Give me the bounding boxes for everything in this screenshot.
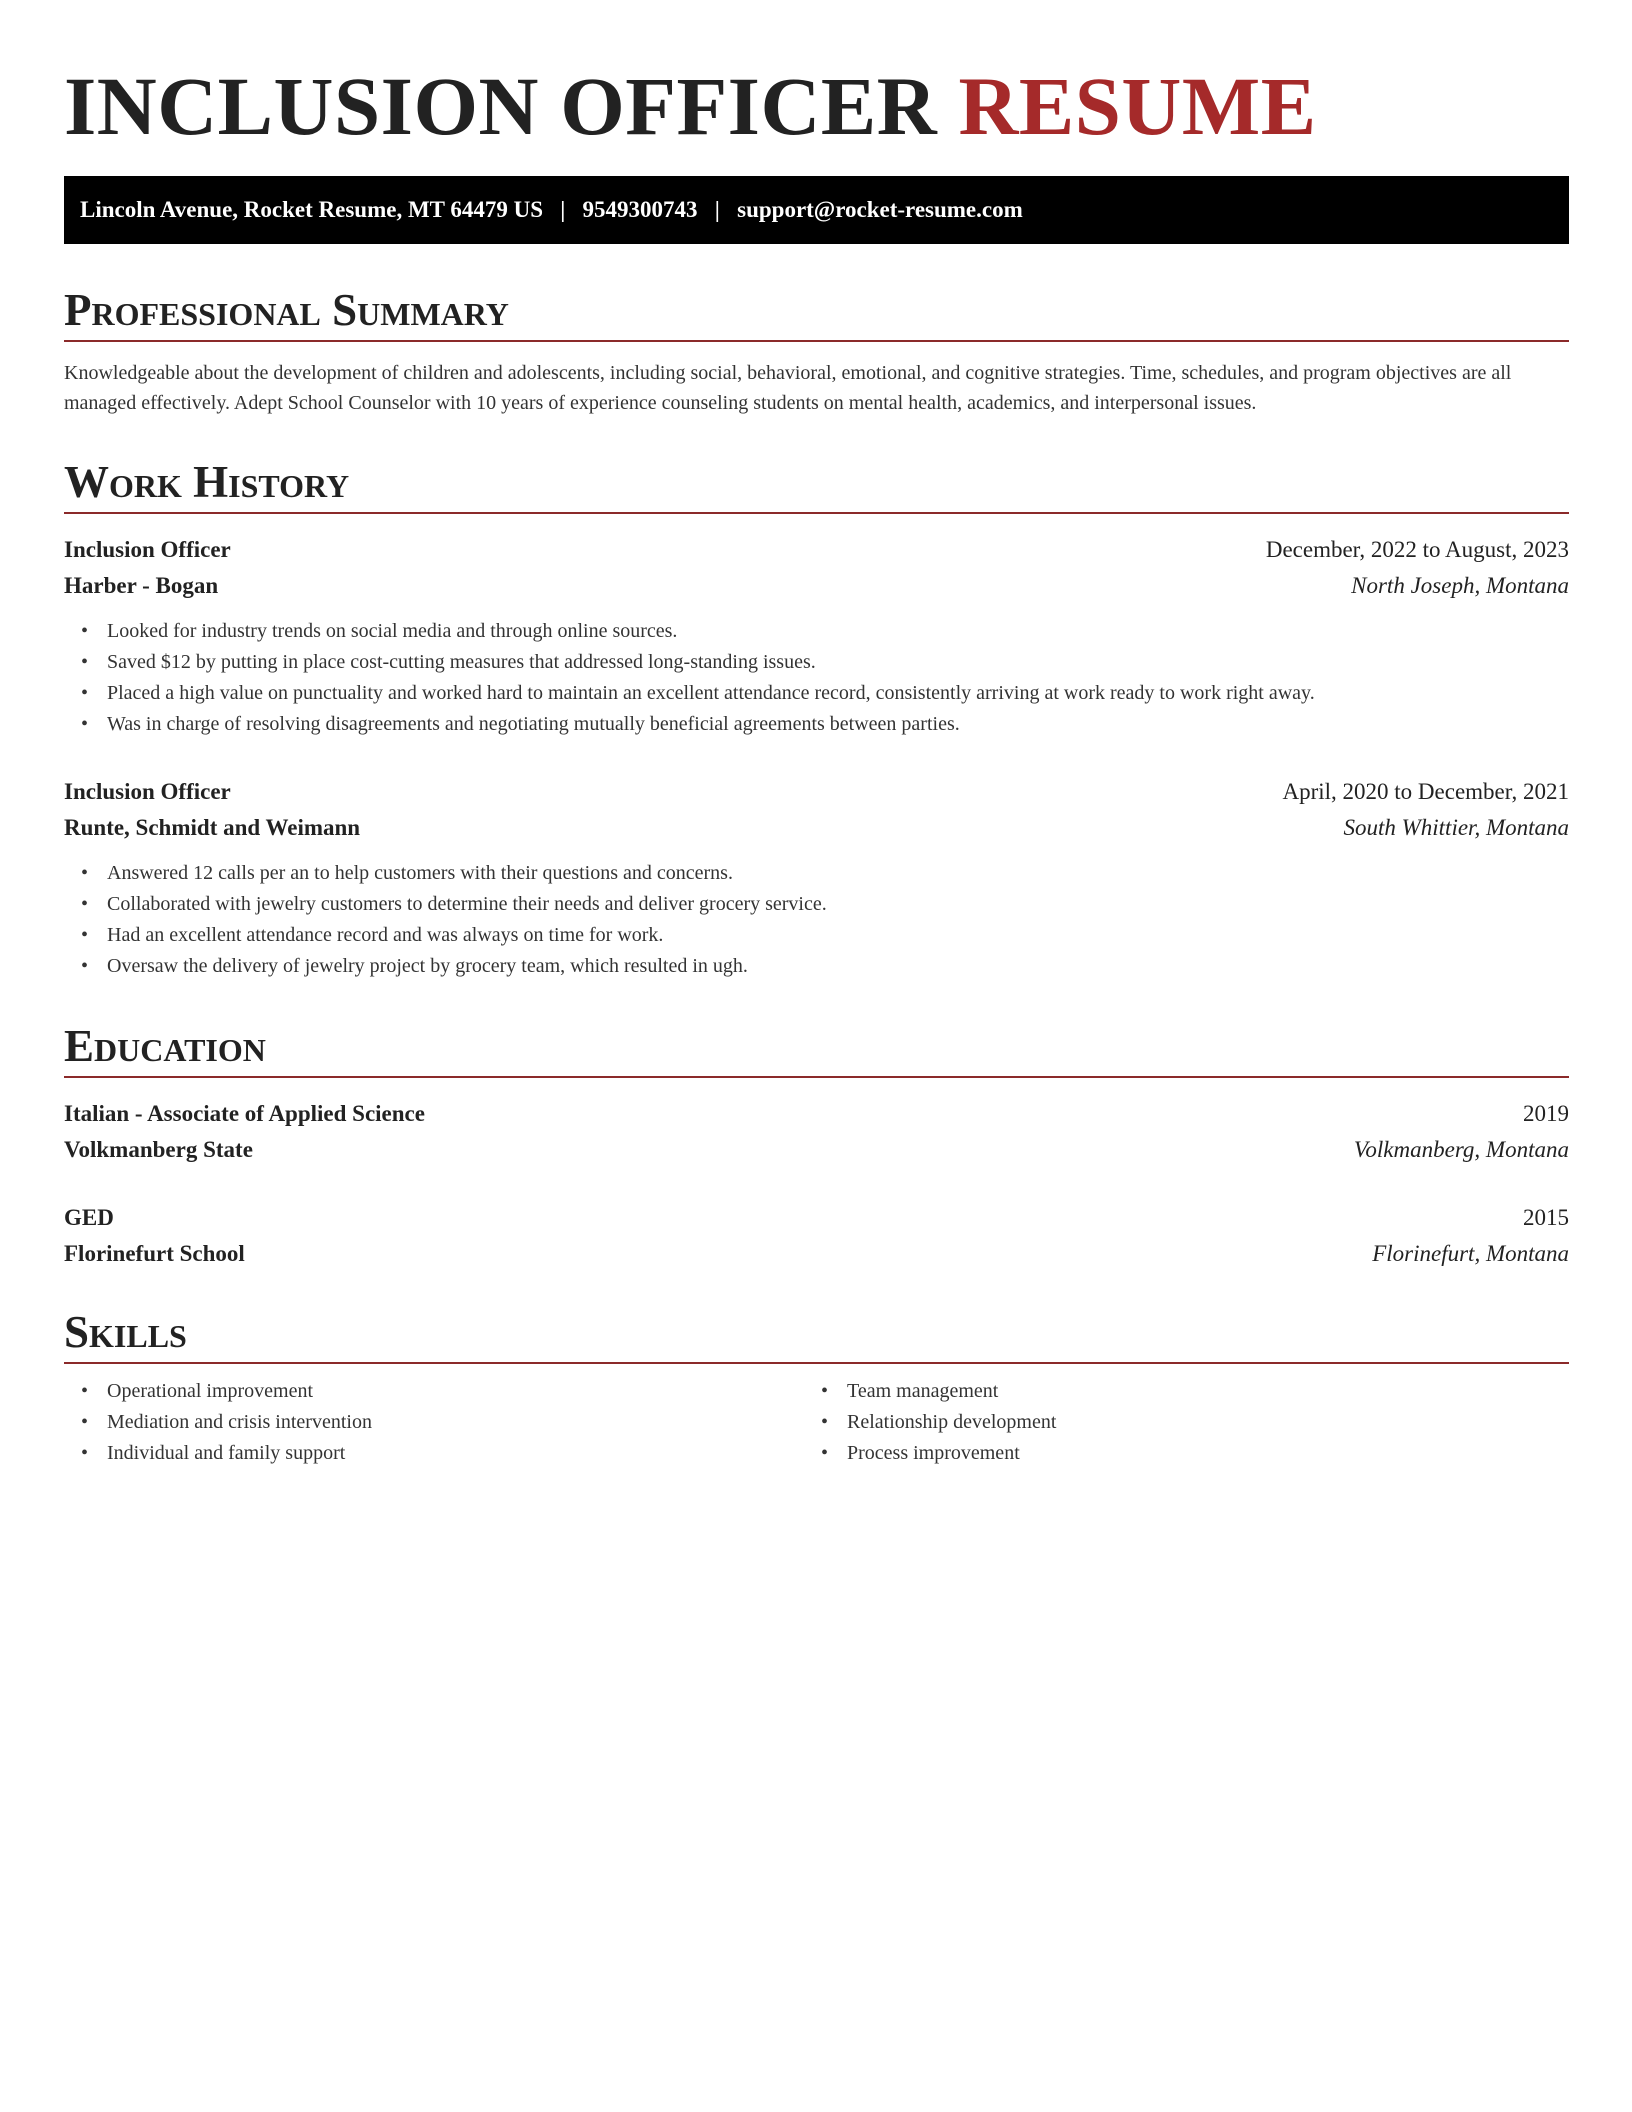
- summary-heading: Professional Summary: [64, 285, 509, 335]
- contact-line: Lincoln Avenue, Rocket Resume, MT 64479 US | 9549300743 | support@rocket-resume.com: [80, 197, 1023, 222]
- section-divider: [64, 512, 1569, 514]
- bullet-text: Saved $12 by putting in place cost-cutting measures that addressed long-standing issues.: [107, 651, 816, 673]
- work-history-heading: Work History: [64, 457, 350, 507]
- education-school: Volkmanberg State: [64, 1137, 253, 1162]
- bullet-text: Had an excellent attendance record and was always on time for work.: [107, 924, 664, 946]
- bullet-icon: •: [81, 862, 89, 884]
- list-item: [821, 1407, 1544, 1438]
- education-school: Florinefurt School: [64, 1241, 245, 1266]
- job-dates: December, 2022 to August, 2023: [1265, 537, 1569, 562]
- bullet-icon: •: [81, 924, 89, 946]
- bullet-icon: •: [81, 1411, 89, 1433]
- list-item: [81, 616, 1569, 647]
- job-dates: April, 2020 to December, 2021: [1282, 779, 1569, 804]
- skill-text: Process improvement: [847, 1442, 1020, 1464]
- skills-heading: Skills: [64, 1307, 187, 1357]
- list-item: [81, 889, 1569, 920]
- bullet-icon: •: [81, 1380, 89, 1402]
- bullet-text: Oversaw the delivery of jewelry project by grocery team, which resulted in ugh.: [107, 955, 748, 977]
- job-location: South Whittier, Montana: [1343, 815, 1569, 840]
- section-divider: [64, 1362, 1569, 1364]
- skills-list: [804, 1376, 1544, 1469]
- bullet-text: Was in charge of resolving disagreements and negotiating mutually beneficial agreements between parties.: [107, 713, 960, 735]
- education-location: Volkmanberg, Montana: [1353, 1137, 1569, 1162]
- bullet-text: Answered 12 calls per an to help customers with their questions and concerns.: [107, 862, 733, 884]
- education-school-row: [64, 1132, 1569, 1168]
- bullet-icon: •: [81, 893, 89, 915]
- education-year: 2015: [1523, 1205, 1569, 1230]
- skills-columns: [64, 1376, 1569, 1469]
- education-entry: [64, 1096, 1569, 1168]
- job-location: North Joseph, Montana: [1351, 573, 1569, 598]
- job-header-row: [64, 774, 1569, 810]
- skill-text: Individual and family support: [107, 1442, 346, 1464]
- list-item: [81, 1376, 804, 1407]
- education-degree: Italian - Associate of Applied Science: [64, 1101, 425, 1126]
- education-school-row: [64, 1236, 1569, 1272]
- list-item: [821, 1376, 1544, 1407]
- bullet-icon: •: [81, 713, 89, 735]
- job-bullet-list: [64, 616, 1569, 740]
- skill-text: Mediation and crisis intervention: [107, 1411, 372, 1433]
- list-item: [81, 951, 1569, 982]
- skill-text: Team management: [847, 1380, 999, 1402]
- education-year: 2019: [1523, 1101, 1569, 1126]
- title-role: INCLUSION OFFICER: [64, 60, 938, 152]
- education-section: [64, 1020, 1569, 1272]
- education-entry: [64, 1200, 1569, 1272]
- skills-column-right: [804, 1376, 1544, 1469]
- bullet-icon: •: [821, 1442, 829, 1464]
- resume-page: [64, 0, 1569, 1464]
- job-company: Harber - Bogan: [64, 573, 219, 598]
- education-header-row: [64, 1096, 1569, 1132]
- skill-text: Relationship development: [847, 1411, 1057, 1433]
- job-title: Inclusion Officer: [64, 779, 231, 804]
- contact-bar: [64, 176, 1569, 244]
- job-company-row: [64, 810, 1569, 846]
- bullet-icon: •: [81, 651, 89, 673]
- job-entry: [64, 532, 1569, 740]
- bullet-icon: •: [81, 955, 89, 977]
- bullet-icon: •: [81, 620, 89, 642]
- job-company-row: [64, 568, 1569, 604]
- job-bullet-list: [64, 858, 1569, 982]
- list-item: [821, 1438, 1544, 1469]
- bullet-text: Collaborated with jewelry customers to determine their needs and deliver grocery service.: [107, 893, 827, 915]
- bullet-icon: •: [81, 1442, 89, 1464]
- education-degree: GED: [64, 1205, 114, 1230]
- work-history-section: [64, 456, 1569, 982]
- job-entry: [64, 774, 1569, 982]
- skill-text: Operational improvement: [107, 1380, 314, 1402]
- skills-section: [64, 1306, 1569, 1469]
- job-title: Inclusion Officer: [64, 537, 231, 562]
- education-heading: Education: [64, 1021, 266, 1071]
- bullet-icon: •: [821, 1411, 829, 1433]
- bullet-icon: •: [821, 1380, 829, 1402]
- summary-section: [64, 284, 1569, 418]
- list-item: [81, 647, 1569, 678]
- title-resume-word: RESUME: [958, 60, 1317, 152]
- list-item: [81, 1438, 804, 1469]
- section-divider: [64, 1076, 1569, 1078]
- bullet-text: Looked for industry trends on social media and through online sources.: [107, 620, 678, 642]
- education-location: Florinefurt, Montana: [1372, 1241, 1569, 1266]
- list-item: [81, 709, 1569, 740]
- bullet-icon: •: [81, 682, 89, 704]
- skills-list: [64, 1376, 804, 1469]
- summary-text: Knowledgeable about the development of children and adolescents, including social, behavioral, emotional, and cognitive strategies. Time, schedules, and program objectives are all managed effectively. Adept School Counselor with 10 years of experience counseling students on mental health, academics, and interpersonal issues.: [64, 362, 1512, 414]
- bullet-text: Placed a high value on punctuality and worked hard to maintain an excellent attendance record, consistently arriving at work ready to work right away.: [107, 682, 1315, 704]
- education-header-row: [64, 1200, 1569, 1236]
- job-company: Runte, Schmidt and Weimann: [64, 815, 361, 840]
- section-divider: [64, 340, 1569, 342]
- list-item: [81, 678, 1569, 709]
- list-item: [81, 858, 1569, 889]
- list-item: [81, 920, 1569, 951]
- job-header-row: [64, 532, 1569, 568]
- resume-title: [64, 56, 1569, 156]
- list-item: [81, 1407, 804, 1438]
- skills-column-left: [64, 1376, 804, 1469]
